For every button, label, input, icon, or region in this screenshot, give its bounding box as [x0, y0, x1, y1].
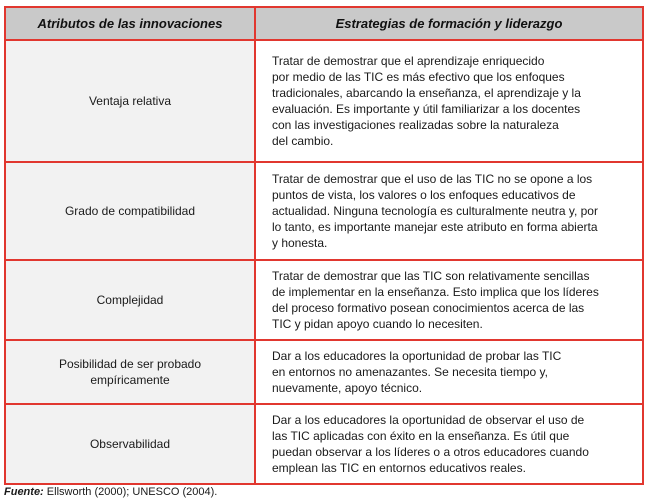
strategy-line: actualidad. Ninguna tecnología es culturalmente neutra y, por [272, 204, 598, 218]
strategy-cell [255, 340, 643, 404]
table-row [5, 40, 643, 162]
strategy-line: del cambio. [272, 134, 334, 148]
strategy-line: con las investigaciones realizadas sobre la naturaleza [272, 118, 559, 132]
attribute-line: empíricamente [90, 373, 170, 387]
attribute-cell: Complejidad [5, 260, 255, 340]
strategy-line: Dar a los educadores la oportunidad de probar las TIC [272, 349, 562, 363]
attribute-cell: Ventaja relativa [5, 40, 255, 162]
strategy-line: nuevamente, apoyo técnico. [272, 381, 423, 395]
table-row [5, 340, 643, 404]
source-text: Ellsworth (2000); UNESCO (2004). [43, 486, 218, 498]
strategy-line: TIC y pidan apoyo cuando lo necesiten. [272, 317, 483, 331]
strategy-line: de implementar en la enseñanza. Esto implica que los líderes [272, 285, 599, 299]
strategy-line: puedan observar a los líderes o a otros educadores cuando [272, 445, 589, 459]
strategy-line: emplean las TIC en entornos educativos reales. [272, 461, 526, 475]
attribute-cell: Observabilidad [5, 404, 255, 484]
strategy-line: del proceso formativo posean conocimientos acerca de las [272, 301, 585, 315]
header-attributes: Atributos de las innovaciones [5, 7, 255, 40]
strategy-cell [255, 40, 643, 162]
strategy-cell [255, 260, 643, 340]
source-note [4, 486, 217, 498]
table-row [5, 162, 643, 260]
strategy-line: Tratar de demostrar que las TIC son relativamente sencillas [272, 269, 590, 283]
strategy-line: en entornos no amenazantes. Se necesita tiempo y, [272, 365, 548, 379]
source-label: Fuente: [4, 486, 44, 498]
strategy-line: puntos de vista, los valores o los enfoques educativos de [272, 188, 576, 202]
table-row [5, 260, 643, 340]
attribute-line: Posibilidad de ser probado [58, 357, 202, 371]
strategy-line: y honesta. [272, 236, 328, 250]
strategy-line: por medio de las TIC es más efectivo que los enfoques [272, 70, 565, 84]
strategy-line: Dar a los educadores la oportunidad de observar el uso de [272, 413, 585, 427]
strategy-cell [255, 162, 643, 260]
table-header-row [5, 7, 643, 40]
strategy-line: las TIC aplicadas con éxito en la enseñanza. Es útil que [272, 429, 570, 443]
innovation-strategies-table [4, 6, 644, 485]
strategy-line: tradicionales, abarcando la enseñanza, el aprendizaje y la [272, 86, 581, 100]
table-row [5, 404, 643, 484]
strategy-line: evaluación. Es importante y útil familiarizar a los docentes [272, 102, 581, 116]
header-strategies: Estrategias de formación y liderazgo [255, 7, 643, 40]
strategy-line: Tratar de demostrar que el aprendizaje enriquecido [272, 54, 545, 68]
strategy-line: Tratar de demostrar que el uso de las TIC no se opone a los [272, 172, 593, 186]
attribute-cell: Grado de compatibilidad [5, 162, 255, 260]
strategy-line: lo tanto, es importante manejar este atributo en forma abierta [272, 220, 598, 234]
attribute-cell [5, 340, 255, 404]
strategy-cell [255, 404, 643, 484]
